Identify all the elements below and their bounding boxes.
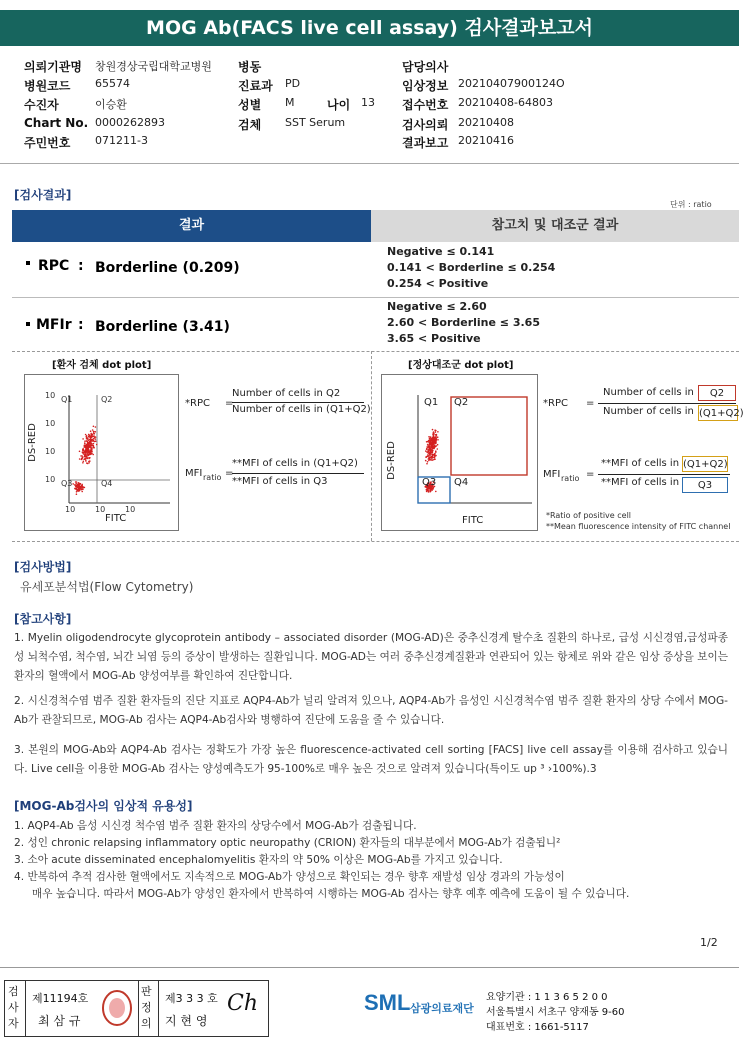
results-section-title: [검사결과] xyxy=(14,188,72,202)
x-axis-label: FITC xyxy=(105,513,127,524)
cell-dot xyxy=(433,443,435,445)
mfi-numerator: **MFI of cells in (Q1+Q2) xyxy=(232,458,358,469)
method-section-title: [검사방법] xyxy=(14,560,72,574)
cell-dot xyxy=(432,437,434,439)
cell-dot xyxy=(437,436,439,438)
tick-label: 10 xyxy=(65,505,76,514)
ctrl-mfi-denominator: **MFI of cells in xyxy=(601,477,680,488)
cell-dot xyxy=(90,454,92,456)
row-divider xyxy=(12,297,739,298)
utility-item-3: 3. 소아 acute disseminated encephalomyelitis 환자의 약 50% 이상은 MOG-Ab를 가지고 있습니다. xyxy=(14,854,503,866)
cell-dot xyxy=(437,431,439,433)
hospital-code-value: 65574 xyxy=(95,77,130,90)
inspector-name: 최 삼 규 xyxy=(38,1014,81,1028)
cell-dot xyxy=(93,443,95,445)
inspector-license: 제11194호 xyxy=(32,992,89,1005)
chart-label: Chart No. xyxy=(24,116,89,130)
cell-dot xyxy=(435,434,437,436)
cell-dot xyxy=(93,447,95,449)
utility-item-2: 2. 성인 chronic relapsing inflammatory optic neuropathy (CRION) 환자들의 대부분에서 MOG-Ab가 검출됩니² xyxy=(14,837,561,849)
cell-dot xyxy=(431,456,433,458)
cell-dot xyxy=(429,442,431,444)
mfir-name: MFIr xyxy=(36,317,72,333)
cell-dot xyxy=(83,461,85,463)
cell-dot xyxy=(434,446,436,448)
cell-dot xyxy=(84,453,86,455)
cell-dot xyxy=(434,455,436,457)
ctrl-mfi-numerator: **MFI of cells in xyxy=(601,458,680,469)
unit-label: 단위 : ratio xyxy=(670,200,712,209)
cell-dot xyxy=(430,438,432,440)
cell-dot xyxy=(93,440,95,442)
note-paragraph-3: 3. 본원의 MOG-Ab와 AQP4-Ab 검사는 정확도가 가장 높은 fluorescence-activated cell sorting [FACS] live cell assay를 이용해 검사하고 있습니다. Live cell을 이용한 MOG-Ab 검사는 양성예측도가 95-100%로 매우 높은 것으로 알려져 있습니다(특이도 up ³ ›100%).3 xyxy=(14,744,728,775)
cell-dot xyxy=(88,447,90,449)
approver-license: 제3 3 3 호 xyxy=(165,992,218,1005)
rpc-ref-negative: Negative ≤ 0.141 xyxy=(387,245,495,258)
tick-label: 10 xyxy=(45,419,56,428)
dashed-divider xyxy=(12,351,739,352)
cell-dot xyxy=(96,444,98,446)
cell-dot xyxy=(432,454,434,456)
age-label: 나이 xyxy=(327,98,351,112)
equals-sign: = xyxy=(225,398,234,409)
ctrl-rpc-numerator: Number of cells in xyxy=(603,387,694,398)
cell-dot xyxy=(437,439,439,441)
q2-gate-box: Q2 xyxy=(698,385,736,401)
cell-dot xyxy=(90,430,92,432)
cell-dot xyxy=(432,434,434,436)
cell-dot xyxy=(87,463,89,465)
bullet-icon xyxy=(26,322,30,326)
cell-dot xyxy=(82,487,84,489)
request-date-value: 20210408 xyxy=(458,116,514,129)
signature: Ch xyxy=(227,991,259,1016)
cell-dot xyxy=(435,430,437,432)
cell-dot xyxy=(82,451,84,453)
cell-dot xyxy=(430,448,432,450)
utility-item-1: 1. AQP4-Ab 음성 시신경 척수염 범주 질환 환자의 상당수에서 MOG-Ab가 검출됩니다. xyxy=(14,820,417,832)
mfi-formula-label: MFI xyxy=(185,468,203,479)
cell-dot xyxy=(79,458,81,460)
cell-dot xyxy=(435,491,437,493)
request-date-label: 검사의뢰 xyxy=(402,118,449,132)
cell-dot xyxy=(433,439,435,441)
cell-dot xyxy=(90,440,92,442)
rpc-ref-positive: 0.254 < Positive xyxy=(387,277,489,290)
method-text: 유세포분석법(Flow Cytometry) xyxy=(20,580,194,594)
mfi-formula-label: MFI xyxy=(543,469,561,480)
q3-gate-box: Q3 xyxy=(682,477,728,493)
cell-dot xyxy=(431,446,433,448)
cell-dot xyxy=(435,431,437,433)
sml-logo: SML xyxy=(364,990,411,1015)
cell-dot xyxy=(428,451,430,453)
cell-dot xyxy=(89,452,91,454)
cell-dot xyxy=(93,445,95,447)
mfir-value: Borderline (3.41) xyxy=(95,319,230,335)
page-number: 1/2 xyxy=(700,936,718,949)
sex-value: M xyxy=(285,96,295,109)
mfir-ref-negative: Negative ≤ 2.60 xyxy=(387,300,487,313)
dept-value: PD xyxy=(285,77,301,90)
x-axis-label: FITC xyxy=(462,515,484,526)
cell-dot xyxy=(426,446,428,448)
cell-dot xyxy=(86,440,88,442)
cell-dot xyxy=(81,484,83,486)
cell-dot xyxy=(431,444,433,446)
clinical-label: 임상정보 xyxy=(402,79,449,93)
cell-dot xyxy=(86,456,88,458)
cell-dot xyxy=(91,434,93,436)
cell-dot xyxy=(95,426,97,428)
mfi-denominator: **MFI of cells in Q3 xyxy=(232,476,328,487)
cell-dot xyxy=(85,448,87,450)
cell-dot xyxy=(431,449,433,451)
cell-dot xyxy=(88,462,90,464)
cell-dot xyxy=(85,434,87,436)
report-date-label: 결과보고 xyxy=(402,136,449,150)
q4-label: Q4 xyxy=(101,479,113,488)
cell-dot xyxy=(82,457,84,459)
rpc-denominator: Number of cells in (Q1+Q2) xyxy=(232,404,371,415)
cell-dot xyxy=(430,490,432,492)
tick-label: 10 xyxy=(45,475,56,484)
cell-dot xyxy=(428,456,430,458)
q1-label: Q1 xyxy=(61,395,73,404)
cell-dot xyxy=(91,443,93,445)
cell-dot xyxy=(93,426,95,428)
cell-dot xyxy=(93,436,95,438)
cell-dot xyxy=(82,462,84,464)
cell-dot xyxy=(429,459,431,461)
rpc-value: Borderline (0.209) xyxy=(95,260,240,276)
cell-dot xyxy=(85,436,87,438)
cell-dot xyxy=(426,441,428,443)
cell-dot xyxy=(93,431,95,433)
cell-dot xyxy=(90,433,92,435)
cell-dot xyxy=(90,445,92,447)
mfir-colon: : xyxy=(78,317,84,333)
utility-section-title: [MOG-Ab검사의 임상적 유용성] xyxy=(14,799,193,813)
cell-dot xyxy=(84,445,86,447)
patient-label: 수진자 xyxy=(24,98,59,112)
cell-dot xyxy=(95,438,97,440)
rpc-name: RPC xyxy=(38,258,70,274)
cell-dot xyxy=(428,446,430,448)
cell-dot xyxy=(88,444,90,446)
ctrl-rpc-denominator: Number of cells in xyxy=(603,406,694,417)
rpc-colon: : xyxy=(78,258,84,274)
cell-dot xyxy=(425,460,427,462)
y-axis-label: DS-RED xyxy=(385,441,397,480)
cell-dot xyxy=(87,438,89,440)
receipt-label: 접수번호 xyxy=(402,98,449,112)
cell-dot xyxy=(84,458,86,460)
cell-dot xyxy=(430,444,432,446)
cell-dot xyxy=(88,457,90,459)
cell-dot xyxy=(84,442,86,444)
patient-dot-plot xyxy=(24,374,179,531)
mfi-subscript: ratio xyxy=(203,473,222,482)
cell-dot xyxy=(75,484,77,486)
ward-label: 병동 xyxy=(238,60,262,74)
cell-dot xyxy=(88,454,90,456)
cell-dot xyxy=(434,458,436,460)
q4-label: Q4 xyxy=(454,477,469,488)
equals-sign: = xyxy=(586,398,595,409)
equals-sign: = xyxy=(225,468,234,479)
cell-dot xyxy=(427,461,429,463)
cell-dot xyxy=(429,440,431,442)
divider xyxy=(0,163,739,164)
requester-label: 의뢰기관명 xyxy=(24,60,82,74)
cell-dot xyxy=(425,456,427,458)
id-value: 071211-3 xyxy=(95,134,148,147)
mfir-ref-borderline: 2.60 < Borderline ≤ 3.65 xyxy=(387,316,540,329)
cell-dot xyxy=(72,483,74,485)
approver-name: 지 현 영 xyxy=(165,1014,208,1028)
cell-dot xyxy=(81,491,83,493)
footer-divider xyxy=(0,967,739,968)
care-institution-no: 요양기관 : 1 1 3 6 5 2 0 0 xyxy=(486,992,608,1003)
mfi-subscript: ratio xyxy=(561,474,580,483)
cell-dot xyxy=(82,438,84,440)
cell-dot xyxy=(79,484,81,486)
cell-dot xyxy=(432,459,434,461)
cell-dot xyxy=(435,450,437,452)
clinical-value: 20210407900124O xyxy=(458,77,565,90)
mfir-ref-positive: 3.65 < Positive xyxy=(387,332,481,345)
cell-dot xyxy=(432,440,434,442)
report-title: MOG Ab(FACS live cell assay) 검사결과보고서 xyxy=(0,10,739,46)
cell-dot xyxy=(75,483,77,485)
cell-dot xyxy=(79,451,81,453)
specimen-label: 검체 xyxy=(238,118,262,132)
cell-dot xyxy=(81,488,83,490)
patient-name: 이승환 xyxy=(95,98,127,111)
cell-dot xyxy=(88,449,90,451)
rpc-numerator: Number of cells in Q2 xyxy=(232,388,341,399)
q2-label: Q2 xyxy=(101,395,113,404)
cell-dot xyxy=(427,489,429,491)
cell-dot xyxy=(75,481,77,483)
hospital-code-label: 병원코드 xyxy=(24,79,71,93)
cell-dot xyxy=(91,448,93,450)
cell-dot xyxy=(78,488,80,490)
dept-label: 진료과 xyxy=(238,79,273,93)
fraction-line xyxy=(598,474,730,475)
chart-value: 0000262893 xyxy=(95,116,165,129)
cell-dot xyxy=(77,485,79,487)
phone: 대표번호 : 1661-5117 xyxy=(486,1022,589,1033)
reference-column-header: 참고치 및 대조군 결과 xyxy=(371,210,739,242)
cell-dot xyxy=(85,450,87,452)
cell-dot xyxy=(425,450,427,452)
q1q2-gate-box: (Q1+Q2) xyxy=(698,405,738,421)
cell-dot xyxy=(428,453,430,455)
signature-box xyxy=(4,980,269,1037)
utility-item-4-continuation: 매우 높습니다. 따라서 MOG-Ab가 양성인 환자에서 반복하여 시행하는 MOG-Ab 검사는 향후 예후 예측에 도움이 될 수 있습니다. xyxy=(32,888,630,900)
receipt-value: 20210408-64803 xyxy=(458,96,553,109)
tick-label: 10 xyxy=(45,391,56,400)
cell-dot xyxy=(89,436,91,438)
cell-dot xyxy=(435,437,437,439)
address: 서울특별시 서초구 양재동 9-60 xyxy=(486,1007,625,1018)
cell-dot xyxy=(82,448,84,450)
cell-dot xyxy=(90,449,92,451)
result-column-header: 결과 xyxy=(12,210,371,242)
cell-dot xyxy=(78,482,80,484)
requester-value: 창원경상국립대학교병원 xyxy=(95,60,212,73)
cell-dot xyxy=(437,448,439,450)
doctor-label: 담당의사 xyxy=(402,60,449,74)
cell-dot xyxy=(433,457,435,459)
cell-dot xyxy=(426,489,428,491)
footnote-mfi: **Mean fluorescence intensity of FITC channel xyxy=(546,522,731,531)
q1q2-gate-box: (Q1+Q2) xyxy=(682,456,728,472)
cell-dot xyxy=(92,429,94,431)
cell-dot xyxy=(431,489,433,491)
cell-dot xyxy=(426,448,428,450)
cell-dot xyxy=(437,444,439,446)
cell-dot xyxy=(433,431,435,433)
dashed-divider xyxy=(12,541,739,542)
tick-label: 10 xyxy=(45,447,56,456)
cell-dot xyxy=(76,490,78,492)
cell-dot xyxy=(427,449,429,451)
cell-dot xyxy=(435,439,437,441)
control-dot-plot xyxy=(381,374,538,531)
rpc-ref-borderline: 0.141 < Borderline ≤ 0.254 xyxy=(387,261,556,274)
note-paragraph-1: 1. Myelin oligodendrocyte glycoprotein antibody – associated disorder (MOG-AD)은 중추신경계 탈수초 질환의 하나로, 급성 시신경염,급성파종성 뇌척수염, 척수염, 뇌간 뇌염 등의 증상이 발생하는 질환입니다. MOG-AD는 여러 중추신경계질환과 연관되어 있는 항체로 위와 같은 임상 증상을 보이는 환자의 혈액에서 MOG-Ab 양성여부를 확인하여 진단합니다. xyxy=(14,632,728,682)
note-paragraph-2: 2. 시신경척수염 범주 질환 환자들의 진단 지표로 AQP4-Ab가 널리 알려져 있으나, AQP4-Ab가 음성인 시신경척수염 범주 질환 환자의 상당 수에서 MOG-Ab가 관찰되므로, MOG-Ab 검사는 AQP4-Ab검사와 병행하여 진단에 도움을 줄 수 있습니다. xyxy=(14,695,728,726)
notes-section-title: [참고사항] xyxy=(14,612,72,626)
cell-dot xyxy=(95,431,97,433)
cell-dot xyxy=(84,452,86,454)
cell-dot xyxy=(427,444,429,446)
footnote-ratio: *Ratio of positive cell xyxy=(546,511,632,520)
seal-icon xyxy=(101,989,133,1027)
cell-dot xyxy=(432,429,434,431)
cell-dot xyxy=(428,448,430,450)
rpc-formula-label: *RPC xyxy=(185,398,210,409)
age-value: 13 xyxy=(361,96,375,109)
cell-dot xyxy=(426,463,428,465)
report-date-value: 20210416 xyxy=(458,134,514,147)
id-label: 주민번호 xyxy=(24,136,71,150)
cell-dot xyxy=(430,459,432,461)
rpc-formula-label: *RPC xyxy=(543,398,568,409)
cell-dot xyxy=(75,487,77,489)
cell-dot xyxy=(76,493,78,495)
cell-dot xyxy=(435,441,437,443)
q2-label: Q2 xyxy=(454,397,469,408)
approver-label: 판정의 xyxy=(141,985,152,1030)
utility-item-4: 4. 반복하여 추적 검사한 혈액에서도 지속적으로 MOG-Ab가 양성으로 확인되는 경우 향후 재발성 임상 경과의 가능성이 xyxy=(14,871,565,883)
q3-label: Q3 xyxy=(61,479,73,488)
fraction-line xyxy=(598,403,736,404)
bullet-icon xyxy=(26,261,30,265)
y-axis-label: DS-RED xyxy=(26,423,38,462)
tick-label: 10 xyxy=(125,505,136,514)
org-name: 삼광의료재단 xyxy=(410,1002,474,1015)
dashed-divider xyxy=(371,351,372,541)
q1-label: Q1 xyxy=(424,397,439,408)
cell-dot xyxy=(428,436,430,438)
cell-dot xyxy=(431,451,433,453)
q3-label: Q3 xyxy=(422,477,437,488)
inspector-label: 검사자 xyxy=(8,985,19,1030)
cell-dot xyxy=(92,454,94,456)
sex-label: 성별 xyxy=(238,98,262,112)
cell-dot xyxy=(84,440,86,442)
cell-dot xyxy=(88,461,90,463)
equals-sign: = xyxy=(586,469,595,480)
tick-label: 10 xyxy=(95,505,106,514)
fraction-line xyxy=(232,402,364,403)
patient-plot-title: [환자 검체 dot plot] xyxy=(52,360,152,371)
cell-dot xyxy=(85,456,87,458)
specimen-value: SST Serum xyxy=(285,116,346,129)
control-plot-title: [정상대조군 dot plot] xyxy=(408,360,514,371)
fraction-line xyxy=(232,473,364,474)
